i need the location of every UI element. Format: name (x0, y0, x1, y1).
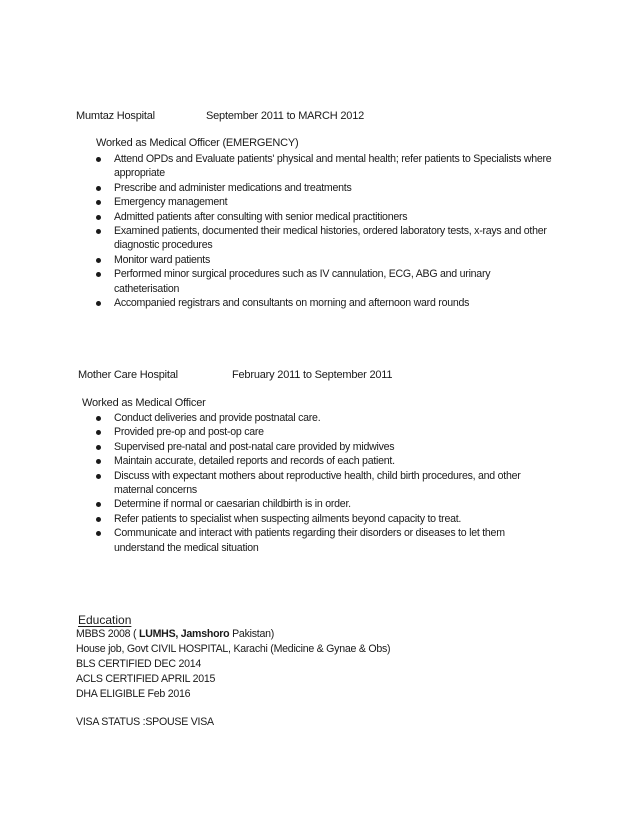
job-period: February 2011 to September 2011 (232, 369, 393, 381)
mbbs-institution: LUMHS, Jamshoro (138, 628, 230, 640)
job-role: Worked as Medical Officer (EMERGENCY) (96, 137, 299, 149)
job-role: Worked as Medical Officer (82, 397, 206, 409)
education-line: House job, Govt CIVIL HOSPITAL, Karachi (Medicine & Gynae & Obs) (76, 643, 391, 655)
list-item: Determine if normal or caesarian childbirth is in order. (92, 497, 552, 511)
education-title: Education (78, 613, 132, 627)
list-item: Prescribe and administer medications and treatments (92, 181, 552, 195)
job-header-mumtaz (76, 110, 364, 122)
education-line: BLS CERTIFIED DEC 2014 (76, 658, 202, 670)
list-item: Examined patients, documented their medical histories, ordered laboratory tests, x-rays and other diagnostic procedures (92, 224, 552, 253)
list-item: Refer patients to specialist when suspecting ailments beyond capacity to treat. (92, 512, 552, 526)
visa-status: VISA STATUS :SPOUSE VISA (76, 716, 214, 728)
list-item: Maintain accurate, detailed reports and records of each patient. (92, 454, 552, 468)
list-item: Attend OPDs and Evaluate patients' physical and mental health; refer patients to Specialists where appropriate (92, 152, 552, 181)
duty-list-mother-care (92, 411, 552, 555)
job-header-mother-care (78, 369, 392, 381)
list-item: Conduct deliveries and provide postnatal care. (92, 411, 552, 425)
list-item: Communicate and interact with patients regarding their disorders or diseases to let them understand the medical situation (92, 526, 552, 555)
education-mbbs (76, 628, 274, 640)
mbbs-suffix: Pakistan) (232, 628, 275, 640)
list-item: Provided pre-op and post-op care (92, 425, 552, 439)
education-line: ACLS CERTIFIED APRIL 2015 (76, 673, 216, 685)
duty-list-mumtaz (92, 152, 552, 310)
list-item: Accompanied registrars and consultants on morning and afternoon ward rounds (92, 296, 552, 310)
list-item: Monitor ward patients (92, 253, 552, 267)
list-item: Supervised pre-natal and post-natal care provided by midwives (92, 440, 552, 454)
mbbs-prefix: MBBS 2008 ( (76, 628, 137, 640)
job-period: September 2011 to MARCH 2012 (206, 110, 365, 122)
education-line: DHA ELIGIBLE Feb 2016 (76, 688, 191, 700)
job-organization: Mother Care Hospital (78, 369, 178, 381)
list-item: Performed minor surgical procedures such as IV cannulation, ECG, ABG and urinary catheterisation (92, 267, 552, 296)
list-item: Discuss with expectant mothers about reproductive health, child birth procedures, and other maternal concerns (92, 469, 552, 498)
list-item: Admitted patients after consulting with senior medical practitioners (92, 210, 552, 224)
list-item: Emergency management (92, 195, 552, 209)
job-organization: Mumtaz Hospital (76, 110, 155, 122)
